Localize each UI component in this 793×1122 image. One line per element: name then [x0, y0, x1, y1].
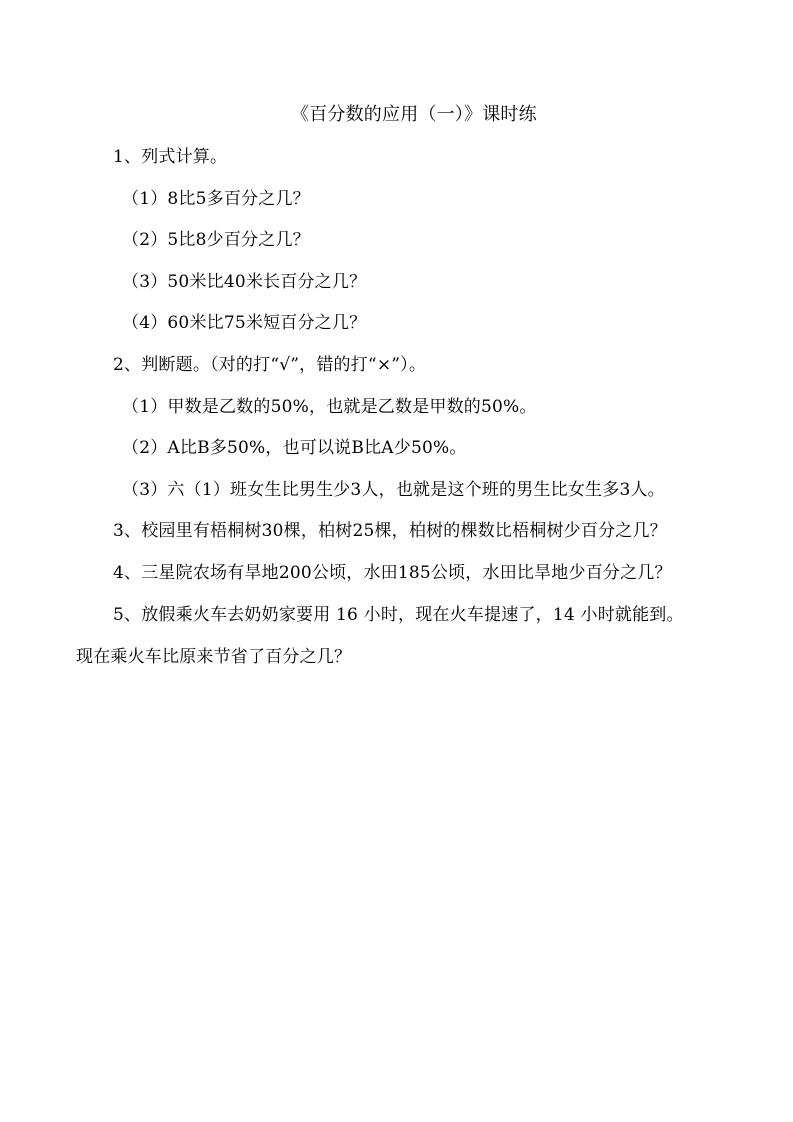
question-5-line-2: 现在乘火车比原来节省了百分之几？ [76, 647, 352, 667]
question-2-item-1: （1）甲数是乙数的50%，也就是乙数是甲数的50%。 [122, 397, 537, 417]
question-4: 4、三星院农场有旱地200公顷，水田185公顷，水田比旱地少百分之几？ [113, 563, 672, 583]
question-3: 3、校园里有梧桐树30棵，柏树25棵，柏树的棵数比梧桐树少百分之几？ [113, 521, 667, 541]
question-2-heading: 2、判断题。（对的打“√”，错的打“×”）。 [113, 355, 427, 375]
question-1-heading: 1、列式计算。 [113, 147, 228, 167]
worksheet-title: 《百分数的应用（一）》课时练 [291, 104, 537, 125]
question-1-item-1: （1）8比5多百分之几？ [122, 189, 310, 209]
question-2-item-2: （2）A比B多50%，也可以说B比A少50%。 [122, 438, 467, 458]
question-5-line-1: 5、放假乘火车去奶奶家要用 16 小时，现在火车提速了，14 小时就能到。 [113, 605, 684, 625]
question-1-item-4: （4）60米比75米短百分之几？ [122, 313, 367, 333]
question-1-item-3: （3）50米比40米长百分之几？ [122, 272, 367, 292]
question-1-item-2: （2）5比8少百分之几？ [122, 230, 310, 250]
question-2-item-3: （3）六（1）班女生比男生少3人，也就是这个班的男生比女生多3人。 [122, 480, 665, 500]
